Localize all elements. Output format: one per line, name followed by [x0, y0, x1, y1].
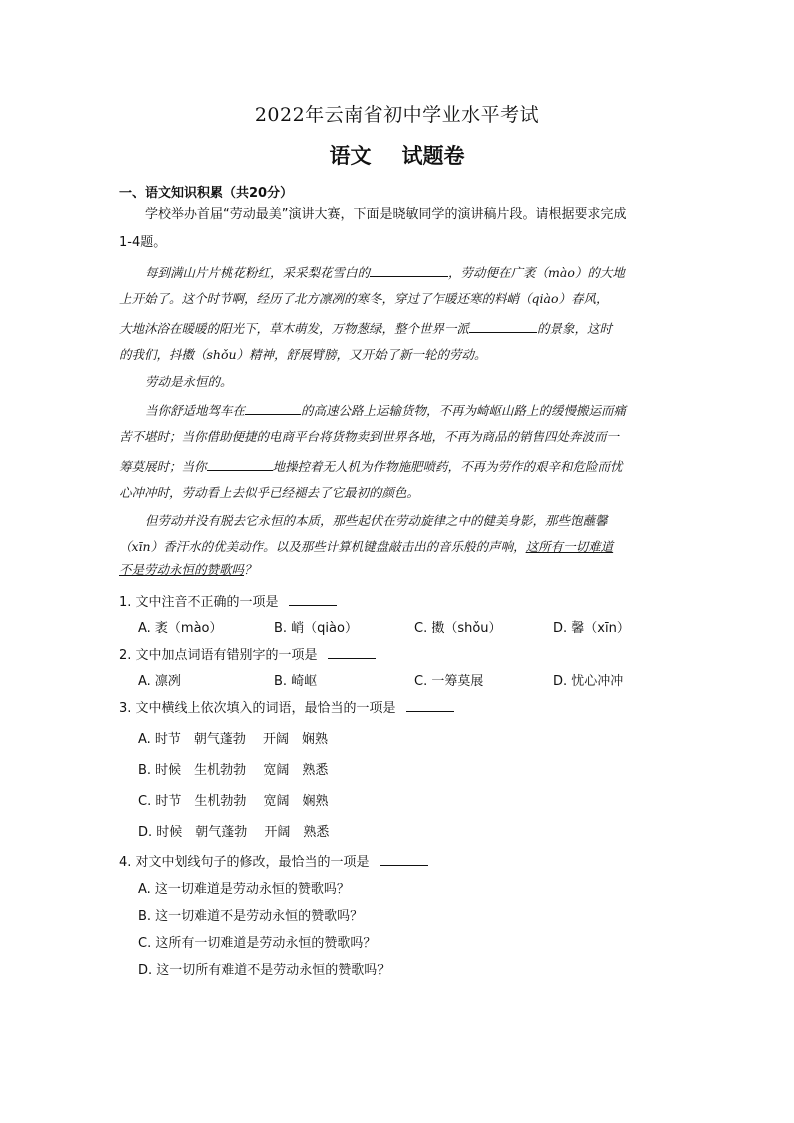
- option-b: B. 峭（qiào）: [274, 621, 358, 636]
- fill-blank: [207, 456, 273, 471]
- passage-text: 当你舒适地驾车在: [145, 403, 246, 418]
- intro-line: 学校举办首届“劳动最美”演讲大赛，下面是晓敏同学的演讲稿片段。请根据要求完成: [145, 207, 627, 222]
- question-text: 1. 文中注音不正确的一项是: [119, 595, 279, 610]
- option-d: D. 馨（xīn）: [553, 621, 630, 636]
- option-c: C. 时节 生机勃勃 宽阔 娴熟: [138, 794, 329, 809]
- passage-line: [145, 262, 625, 282]
- passage-line: 劳动是永恒的。: [145, 374, 233, 389]
- option-b: B. 这一切难道不是劳动永恒的赞歌吗？: [138, 909, 364, 924]
- option-c: C. 擞（shǒu）: [414, 621, 502, 636]
- passage-line: 上开始了。这个时节啊，经历了北方凛冽的寒冬，穿过了乍暖还寒的料峭（qiào）春风，: [119, 291, 609, 306]
- passage-text: 地操控着无人机为作物施肥喷药，不再为劳作的艰辛和危险而忧: [272, 459, 623, 474]
- option-d: D. 时候 朝气蓬勃 开阔 熟悉: [138, 825, 330, 840]
- option-c: C. 这所有一切难道是劳动永恒的赞歌吗？: [138, 936, 377, 951]
- answer-blank: [406, 697, 454, 712]
- option-d: D. 忧心冲冲: [553, 674, 624, 689]
- paper-label: 试题卷: [401, 144, 465, 168]
- fill-blank: [370, 262, 448, 277]
- passage-line: 但劳动并没有脱去它永恒的本质，那些起伏在劳动旋律之中的健美身影，那些饱蘸馨: [145, 513, 608, 528]
- passage-line: [119, 456, 623, 476]
- passage-text: ，劳动便在广袤（mào）的大地: [448, 265, 625, 280]
- passage-text: （xīn）香汗水的优美动作。以及那些计算机键盘敲击出的音乐般的声响，: [119, 539, 526, 554]
- passage-line: 苦不堪时；当你借助便捷的电商平台将货物卖到世界各地，不再为商品的销售四处奔波而一: [119, 429, 620, 444]
- underlined-sentence: 不是劳动永恒的赞歌吗: [119, 562, 245, 577]
- fill-blank: [245, 400, 301, 415]
- passage-text: 大地沐浴在暖暖的阳光下，草木萌发，万物葱绿，整个世界一派: [119, 321, 470, 336]
- option-c: C. 一筹莫展: [414, 674, 484, 689]
- answer-blank: [380, 851, 428, 866]
- exam-subtitle: [0, 140, 794, 170]
- intro-line: 1-4题。: [119, 235, 167, 250]
- question-text: 3. 文中横线上依次填入的词语，最恰当的一项是: [119, 701, 396, 716]
- passage-line: [145, 400, 626, 420]
- question-text: 4. 对文中划线句子的修改，最恰当的一项是: [119, 855, 370, 870]
- passage-text: ？: [244, 562, 257, 577]
- passage-text: 的高速公路上运输货物，不再为崎岖山路上的缓慢搬运而痛: [301, 403, 627, 418]
- option-b: B. 时候 生机勃勃 宽阔 熟悉: [138, 763, 329, 778]
- passage-line: [119, 561, 257, 579]
- passage-line: [119, 318, 612, 338]
- question-text: 2. 文中加点词语有错别字的一项是: [119, 648, 318, 663]
- question-stem: [119, 851, 428, 870]
- option-a: A. 这一切难道是劳动永恒的赞歌吗？: [138, 882, 350, 897]
- passage-line: 心冲冲时，劳动看上去似乎已经褪去了它最初的颜色。: [119, 485, 420, 500]
- section-heading: 一、语文知识积累（共20分）: [119, 186, 294, 201]
- option-a: A. 凛冽: [138, 674, 181, 689]
- passage-line: 的我们，抖擞（shǒu）精神，舒展臂膀，又开始了新一轮的劳动。: [119, 347, 487, 362]
- option-d: D. 这一切所有难道不是劳动永恒的赞歌吗？: [138, 963, 391, 978]
- exam-title: 2022年云南省初中学业水平考试: [254, 104, 540, 126]
- subject-label: 语文: [329, 144, 372, 168]
- question-stem: [119, 644, 376, 663]
- question-stem: [119, 697, 454, 716]
- underlined-sentence: 这所有一切难道: [525, 539, 614, 554]
- question-stem: [119, 591, 337, 610]
- answer-blank: [289, 591, 337, 606]
- option-a: A. 袤（mào）: [138, 621, 223, 636]
- passage-text: 每到满山片片桃花粉红，采采梨花雪白的: [145, 265, 371, 280]
- passage-line: [119, 538, 613, 556]
- option-a: A. 时节 朝气蓬勃 开阔 娴熟: [138, 732, 329, 747]
- option-b: B. 崎岖: [274, 674, 318, 689]
- passage-text: 筹莫展时；当你: [119, 459, 207, 474]
- passage-text: 的景象，这时: [537, 321, 613, 336]
- answer-blank: [328, 644, 376, 659]
- fill-blank: [469, 318, 537, 333]
